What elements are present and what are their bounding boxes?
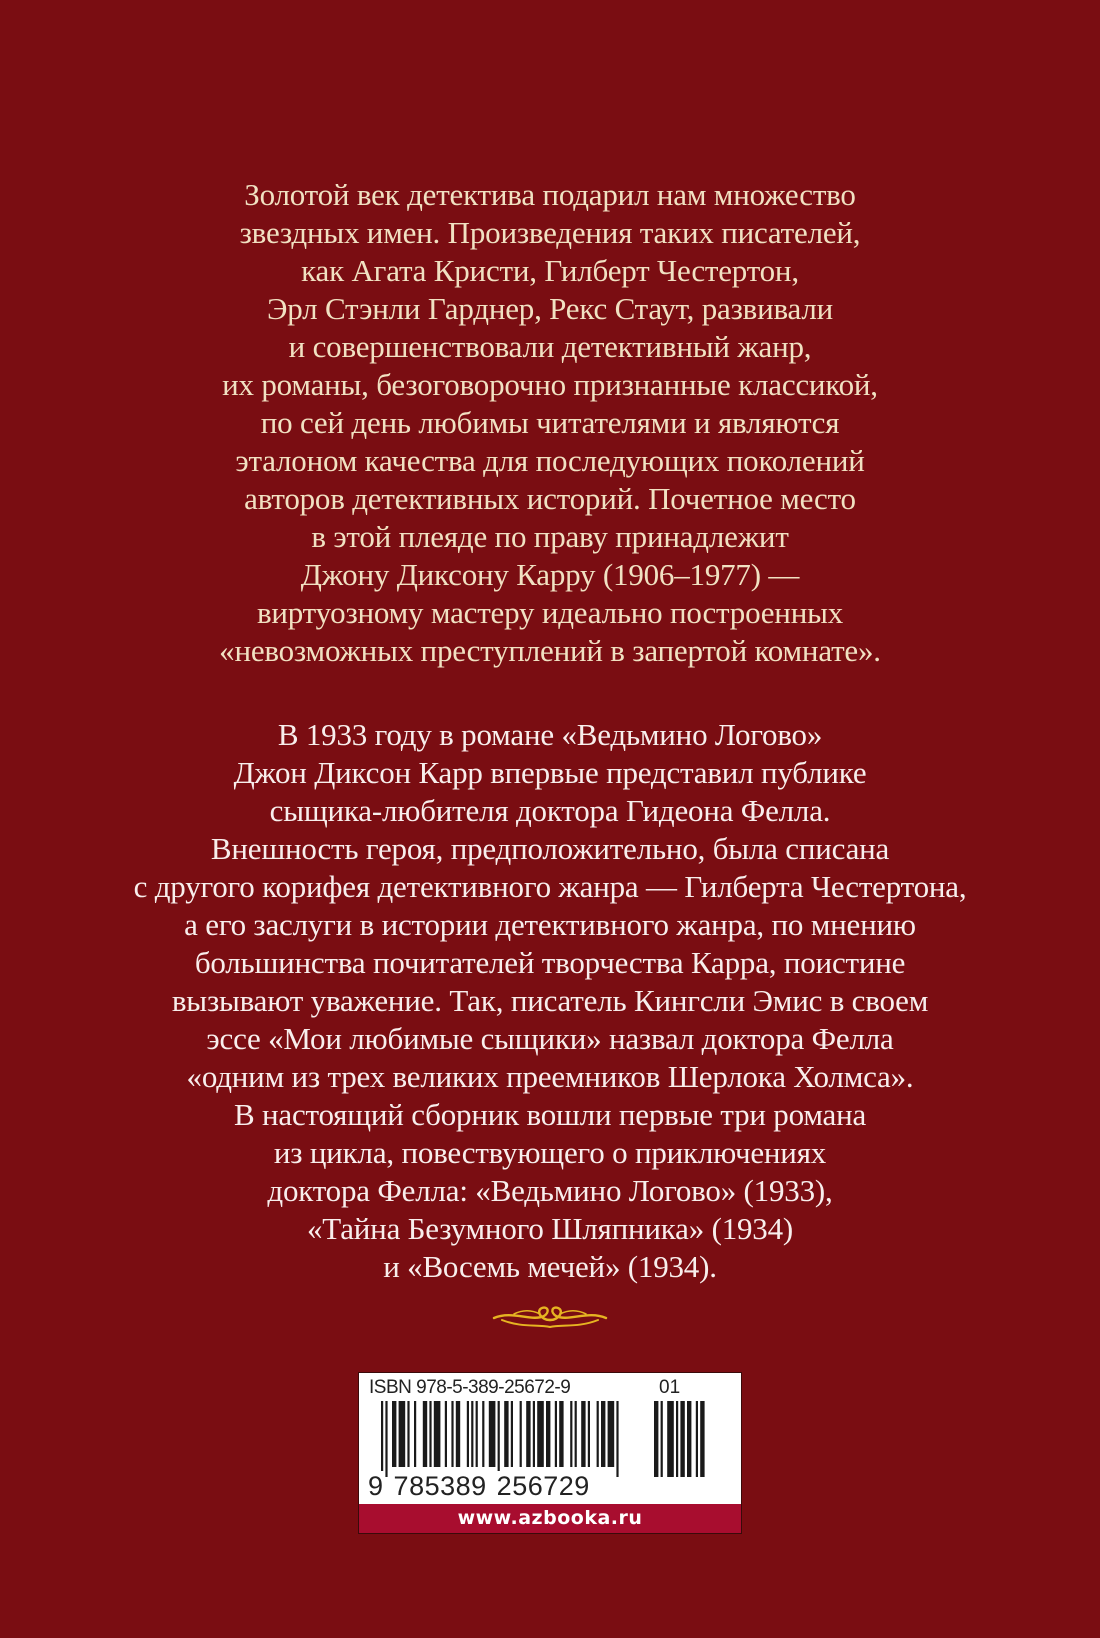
barcode-bar	[570, 1401, 572, 1467]
barcode-addon-bar	[700, 1401, 704, 1477]
barcode-bar	[533, 1401, 535, 1467]
barcode-digits-left: 785389	[393, 1471, 487, 1501]
barcode-bar	[608, 1401, 615, 1467]
text-line: Джону Диксону Карру (1906–1977) —	[300, 557, 800, 592]
barcode-addon-bar	[676, 1401, 678, 1477]
barcode-bar	[559, 1401, 563, 1467]
barcode-addon-bar	[667, 1401, 674, 1477]
barcode-bar	[407, 1401, 409, 1467]
barcode-bar	[616, 1401, 618, 1477]
barcode-bar	[588, 1401, 590, 1467]
barcode-addon-bar	[661, 1401, 663, 1477]
text-line: Золотой век детектива подарил нам множество	[244, 177, 856, 212]
barcode-bar	[597, 1401, 599, 1467]
text-line: Внешность героя, предположительно, была списана	[210, 831, 890, 866]
barcode-bar	[511, 1401, 513, 1467]
ornament-flourish-icon	[492, 1300, 608, 1336]
barcode-bar	[471, 1401, 473, 1467]
text-line: по сей день любимы читателями и являются	[260, 405, 840, 440]
barcode-digits-right: 256729	[496, 1471, 590, 1501]
barcode-bar	[555, 1401, 557, 1467]
text-line: «одним из трех великих преемников Шерлока Холмса».	[186, 1059, 914, 1094]
barcode-digits	[367, 1471, 591, 1502]
text-line: с другого корифея детективного жанра — Гилберта Честертона,	[133, 869, 967, 904]
description-paragraph-1	[0, 176, 1100, 670]
barcode-bar	[498, 1401, 500, 1477]
text-line: их романы, безоговорочно признанные классикой,	[222, 367, 878, 402]
text-line: из цикла, повествующего о приключениях	[273, 1135, 827, 1170]
text-line: и совершенствовали детективный жанр,	[288, 329, 812, 364]
barcode-bar	[476, 1401, 478, 1467]
barcode-bar	[399, 1401, 406, 1467]
isbn-addon-code: 01	[659, 1377, 681, 1398]
text-line: авторов детективных историй. Почетное место	[244, 481, 856, 516]
text-line: а его заслуги в истории детективного жанра, по мнению	[184, 907, 916, 942]
barcode-bar	[467, 1401, 469, 1467]
barcode-addon-bar	[687, 1401, 691, 1477]
barcode-bar	[456, 1401, 460, 1467]
text-line: и «Восемь мечей» (1934).	[383, 1249, 717, 1284]
isbn-text: ISBN 978-5-389-25672-9	[369, 1377, 571, 1398]
text-line: Эрл Стэнли Гарднер, Рекс Стаут, развивали	[266, 291, 834, 326]
barcode-bar	[546, 1401, 550, 1467]
publisher-website: www.azbooka.ru	[359, 1504, 741, 1533]
text-line: доктора Фелла: «Ведьмино Логово» (1933),	[267, 1173, 833, 1208]
barcode-bar	[575, 1401, 577, 1467]
barcode-bar	[445, 1401, 447, 1467]
barcode-bar	[414, 1401, 416, 1467]
text-line: эталоном качества для последующих поколений	[235, 443, 865, 478]
description-paragraph-2	[0, 716, 1100, 1286]
barcode-bar	[526, 1401, 530, 1467]
text-line: звездных имен. Произведения таких писателей,	[239, 215, 861, 250]
barcode-addon-bar	[654, 1401, 658, 1477]
barcode-bar	[451, 1401, 453, 1467]
barcode-addon-bar	[696, 1401, 698, 1477]
barcode-bar	[423, 1401, 427, 1467]
barcode-digit-first: 9	[368, 1471, 384, 1501]
barcode-bar	[504, 1401, 508, 1467]
barcode-bar	[482, 1401, 484, 1467]
text-line: как Агата Кристи, Гилберт Честертон,	[301, 253, 799, 288]
barcode-bar	[489, 1401, 496, 1467]
barcode-bar	[385, 1401, 387, 1477]
barcode-bar	[581, 1401, 585, 1467]
text-line: в этой плеяде по праву принадлежит	[311, 519, 789, 554]
barcode-bar	[537, 1401, 544, 1467]
barcode-bar	[434, 1401, 441, 1467]
text-line: Джон Диксон Карр впервые представил публике	[233, 755, 867, 790]
text-line: эссе «Мои любимые сыщики» назвал доктора Фелла	[206, 1021, 894, 1056]
barcode-bar	[520, 1401, 522, 1467]
text-line: «невозможных преступлений в запертой комнате».	[219, 633, 881, 668]
barcode-bar	[381, 1401, 383, 1477]
barcode-bar	[392, 1401, 396, 1467]
text-line: виртуозному мастеру идеально построенных	[256, 595, 844, 630]
isbn-barcode	[358, 1372, 742, 1534]
text-line: В 1933 году в романе «Ведьмино Логово»	[277, 717, 823, 752]
barcode-bar	[429, 1401, 431, 1467]
text-line: «Тайна Безумного Шляпника» (1934)	[306, 1211, 794, 1246]
text-line: большинства почитателей творчества Карра, поистине	[194, 945, 906, 980]
text-line: В настоящий сборник вошли первые три романа	[233, 1097, 867, 1132]
text-line: вызывают уважение. Так, писатель Кингсли Эмис в своем	[171, 983, 929, 1018]
barcode-bar	[601, 1401, 605, 1467]
barcode-addon-bar	[680, 1401, 684, 1477]
text-line: сыщика-любителя доктора Гидеона Фелла.	[269, 793, 831, 828]
